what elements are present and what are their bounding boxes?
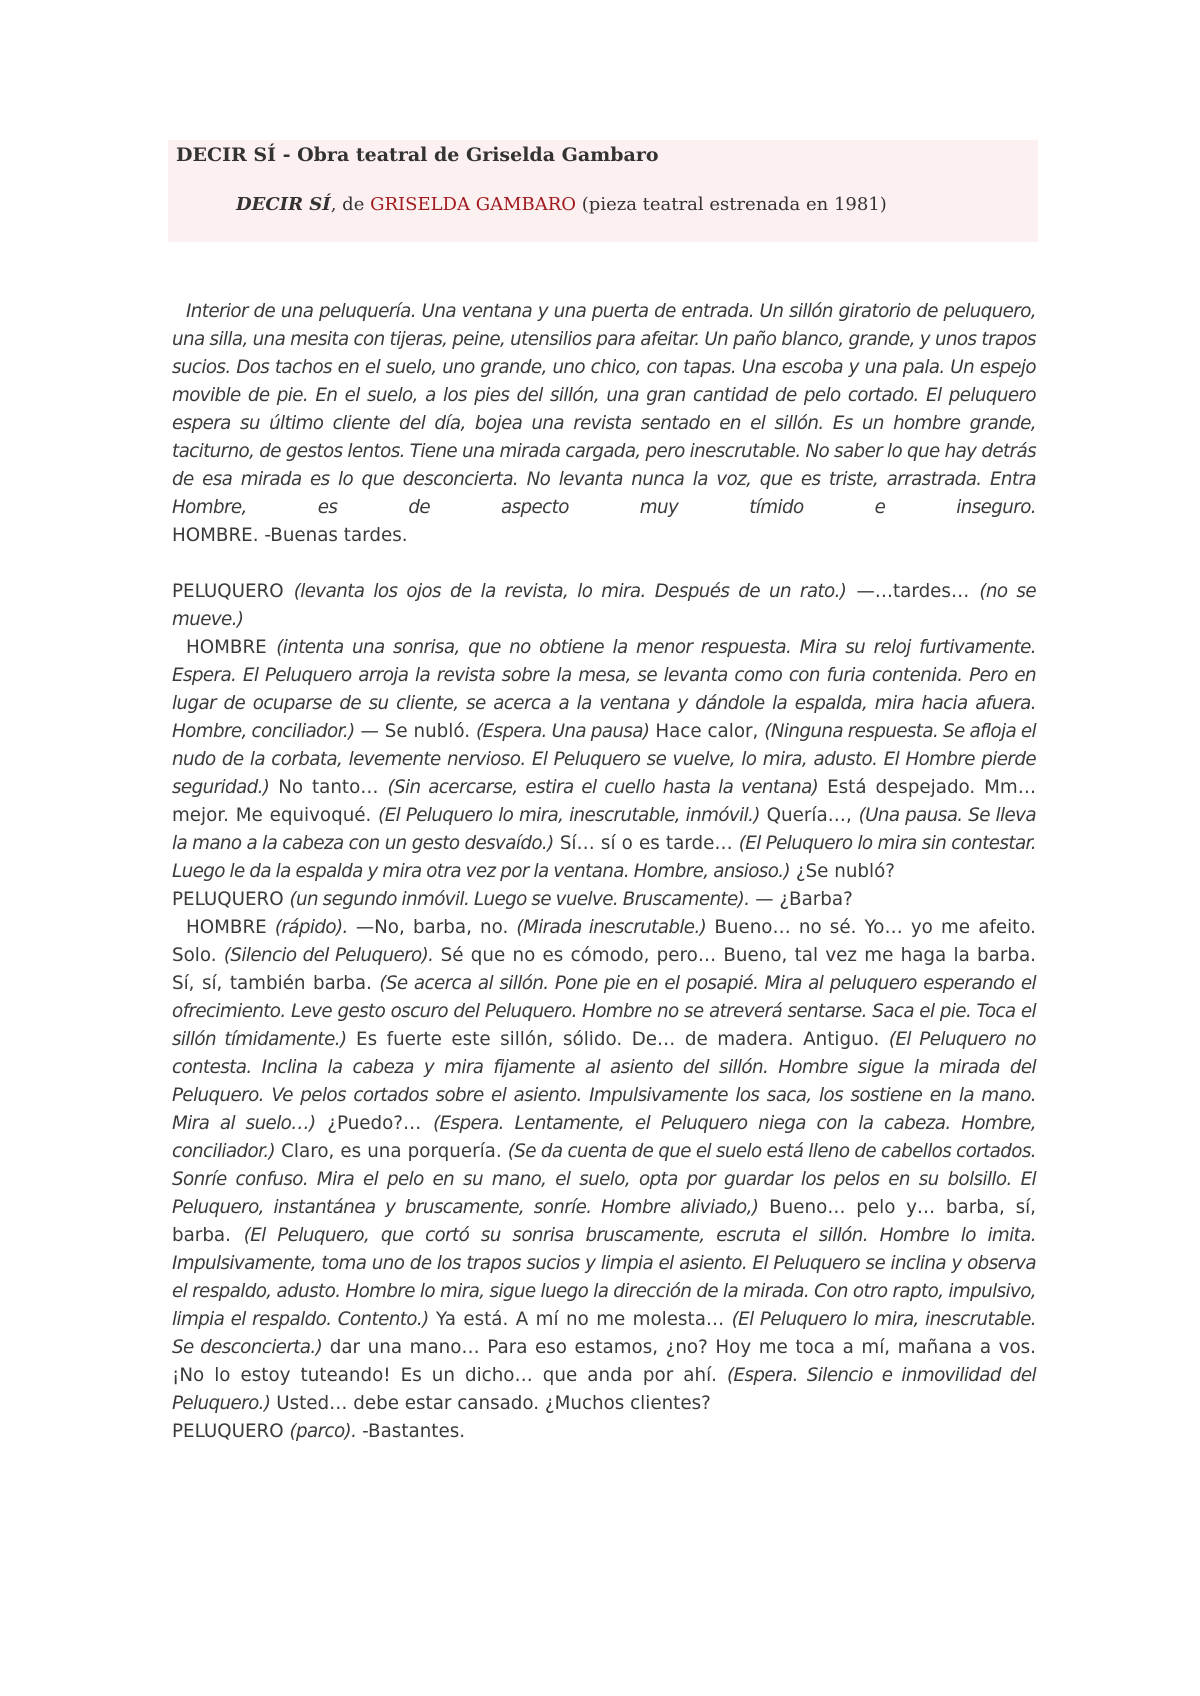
spoken-text: — Se nubló. — [354, 721, 476, 742]
stage-direction: (levanta los ojos de la revista, lo mira. Después de un rato.) — [293, 581, 847, 602]
spoken-text: — ¿Barba? — [749, 889, 853, 910]
spoken-text: Sé que no es cómodo, pero… Bueno, tal vez me haga la barba. Sí, sí, también barba. — [172, 945, 1036, 994]
document-title: DECIR SÍ - Obra teatral de Griselda Gambaro — [176, 144, 659, 166]
paragraph-gap — [172, 550, 1036, 578]
spoken-text: Está despejado. Mm… mejor. Me equivoqué. — [172, 777, 1036, 826]
spoken-text: Hace calor, — [649, 721, 765, 742]
speaker-name: HOMBRE. — [172, 525, 265, 546]
stage-direction: (intenta una sonrisa, que no obtiene la menor respuesta. Mira su reloj furtivamente. Espera. El Peluquero arroja la revista sobre la mesa, se levanta como con furia contenida. Pero en lugar de ocuparse de su cliente, se acerca a la ventana y dándole la espalda, mira hacia afuera. Hombre, conciliador.) — [172, 637, 1036, 742]
stage-direction: (El Peluquero lo mira, inescrutable, inmóvil.) — [378, 805, 760, 826]
speaker-name: PELUQUERO — [172, 1421, 290, 1442]
stage-direction: (un segundo inmóvil. Luego se vuelve. Bruscamente). — [289, 889, 750, 910]
spoken-text: Es fuerte este sillón, sólido. De… de madera. Antiguo. — [346, 1029, 889, 1050]
title-banner — [168, 140, 1038, 242]
stage-direction: (El Peluquero, que cortó su sonrisa bruscamente, escruta el sillón. Hombre lo imita. Impulsivamente, toma uno de los trapos sucios y limpia el asiento. El Peluquero se inclina y observa el respaldo, adusto. Hombre lo mira, sigue luego la dirección de la mirada. Con otro rapto, impulsivo, limpia el respaldo. Contento.) — [172, 1225, 1036, 1330]
spoken-text: Usted… debe estar cansado. ¿Muchos clientes? — [270, 1393, 711, 1414]
stage-direction: (El Peluquero lo mira sin contestar. Luego le da la espalda y mira otra vez por la ventana. Hombre, ansioso.) — [172, 833, 1036, 882]
spoken-text: Quería…, — [759, 805, 859, 826]
stage-direction: (Mirada inescrutable.) — [516, 917, 707, 938]
spoken-text: —No, barba, no. — [347, 917, 517, 938]
stage-direction: (El Peluquero no contesta. Inclina la cabeza y mira fijamente al asiento del sillón. Hombre sigue la mirada del Peluquero. Ve pelos cortados sobre el asiento. Impulsivamente los saca, los sostiene en la mano. Mira al suelo…) — [172, 1029, 1036, 1134]
play-name: DECIR SÍ — [236, 194, 331, 215]
speaker-name: HOMBRE — [186, 917, 275, 938]
spoken-text: ¿Puedo?… — [315, 1113, 434, 1134]
play-text — [172, 298, 1036, 1446]
stage-direction: (Espera. Silencio e inmovilidad del Peluquero.) — [172, 1365, 1036, 1414]
speaker-name: PELUQUERO — [172, 581, 294, 602]
stage-directions-intro: Interior de una peluquería. Una ventana y una puerta de entrada. Un sillón giratorio de peluquero, una silla, una mesita con tijeras, peine, utensilios para afeitar. Un paño blanco, grande, y unos trapos sucios. Dos tachos en el suelo, uno grande, uno chico, con tapas. Una escoba y una pala. Un espejo movible de pie. En el suelo, a los pies del sillón, una gran cantidad de pelo cortado. El peluquero espera su último cliente del día, bojea una revista sentado en el sillón. Es un hombre grande, taciturno, de gestos lentos. Tiene una mirada cargada, pero inescrutable. No saber lo que hay detrás de esa mirada es lo que desconcierta. No levanta nunca la voz, que es triste, arrastrada. Entra Hombre, es de aspecto muy tímido e inseguro. — [172, 301, 1036, 518]
spoken-text: Bueno… pelo y… barba, sí, barba. — [172, 1197, 1036, 1246]
dialogue-line — [172, 634, 1036, 886]
speaker-name: HOMBRE — [186, 637, 277, 658]
stage-direction: (no se mueve.) — [172, 581, 1036, 630]
spoken-text: —…tardes… — [846, 581, 980, 602]
stage-direction: (Una pausa. Se lleva la mano a la cabeza con un gesto desvaído.) — [172, 805, 1036, 854]
premiere-note: (pieza teatral estrenada en 1981) — [576, 194, 887, 215]
spoken-text: Ya está. A mí no me molesta… — [428, 1309, 732, 1330]
spoken-text: Sí… sí o es tarde… — [553, 833, 739, 854]
stage-direction: (Sin acercarse, estira el cuello hasta la ventana) — [387, 777, 819, 798]
stage-direction: (rápido). — [274, 917, 348, 938]
stage-direction: (Espera. Lentamente, el Peluquero niega con la cabeza. Hombre, conciliador.) — [172, 1113, 1036, 1162]
spoken-text: No tanto… — [269, 777, 388, 798]
dialogue-line — [172, 522, 1036, 550]
spoken-text: -Bastantes. — [356, 1421, 466, 1442]
spoken-text: Bueno… no sé. Yo… yo me afeito. Solo. — [172, 917, 1036, 966]
spoken-text: ¿Se nubló? — [790, 861, 895, 882]
author-name: GRISELDA GAMBARO — [370, 194, 577, 215]
stage-direction: (Silencio del Peluquero). — [223, 945, 434, 966]
stage-direction: (Espera. Una pausa) — [475, 721, 650, 742]
spoken-text: Claro, es una porquería. — [275, 1141, 508, 1162]
spoken-text: -Buenas tardes. — [264, 525, 408, 546]
stage-direction: (Se acerca al sillón. Pone pie en el posapié. Mira al peluquero esperando el ofrecimiento. Leve gesto oscuro del Peluquero. Hombre no se atreverá sentarse. Saca el pie. Toca el sillón tímidamente.) — [172, 973, 1036, 1050]
stage-direction: (Ninguna respuesta. Se afloja el nudo de la corbata, levemente nervioso. El Peluquero se vuelve, lo mira, adusto. El Hombre pierde seguridad.) — [172, 721, 1037, 798]
stage-direction: (parco). — [289, 1421, 357, 1442]
play-subtitle — [236, 194, 887, 215]
dialogue-line — [172, 914, 1036, 1418]
dialogue-line — [172, 578, 1036, 634]
dialogue-line — [172, 1418, 1036, 1446]
spoken-text: dar una mano… Para eso estamos, ¿no? Hoy me toca a mí, mañana a vos. ¡No lo estoy tuteando! Es un dicho… que anda por ahí. — [172, 1337, 1036, 1386]
stage-direction: (Se da cuenta de que el suelo está lleno de cabellos cortados. Sonríe confuso. Mira el pelo en su mano, el suelo, opta por guardar los pelos en su bolsillo. El Peluquero, instantánea y bruscamente, sonríe. Hombre aliviado,) — [172, 1141, 1037, 1218]
dialogue-line — [172, 886, 1036, 914]
speaker-name: PELUQUERO — [172, 889, 290, 910]
subtitle-separator: , de — [330, 194, 371, 215]
stage-direction: (El Peluquero lo mira, inescrutable. Se desconcierta.) — [172, 1309, 1036, 1358]
